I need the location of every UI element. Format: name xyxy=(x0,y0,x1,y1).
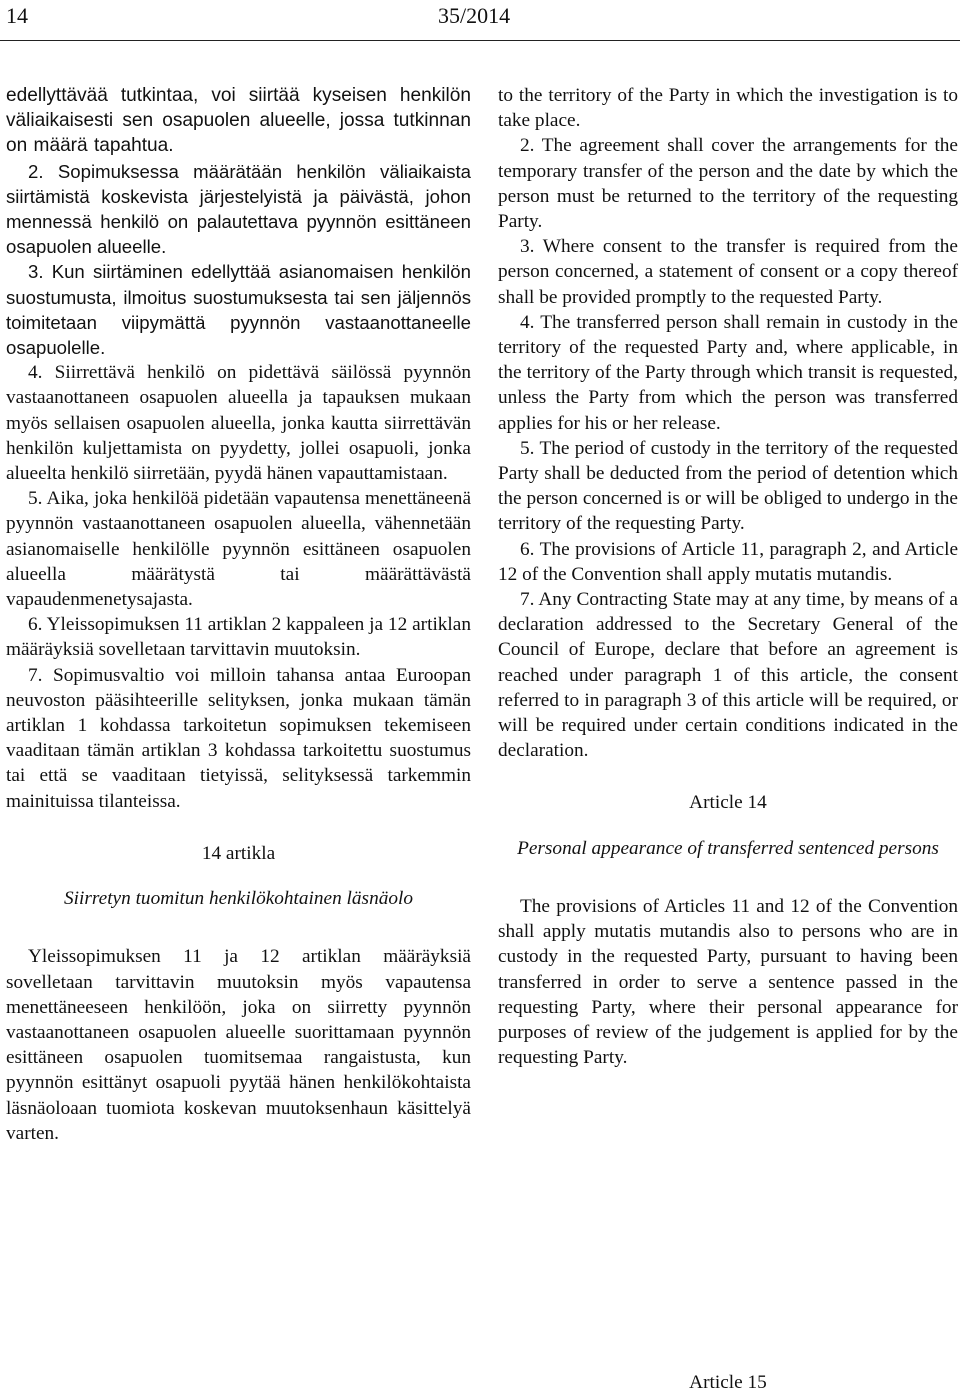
fi-article-heading: 14 artikla xyxy=(201,842,276,864)
en-paragraph-continued: to the territory of the Party in which the investigation is to take place. xyxy=(498,85,958,132)
en-article-heading: Article 14 xyxy=(689,792,767,814)
fi-paragraph-6: 6. Yleissopimuksen 11 artiklan 2 kappaleen ja 12 artiklan määräyksiä sovelletaan tarvittavin muutoksin. xyxy=(6,614,471,661)
header-rule xyxy=(0,40,960,41)
en-paragraph-4: 4. The transferred person shall remain in custody in the territory of the requested Party and, where applicable, in the territory of the Party through which transit is requested, unless the Party from which the person was transferred applies for his or her release. xyxy=(498,311,958,434)
page-number: 14 xyxy=(6,3,28,28)
en-paragraph-3: 3. Where consent to the transfer is required from the person concerned, a statement of consent or a copy thereof shall be provided promptly to the requested Party. xyxy=(498,236,958,308)
issue-number: 35/2014 xyxy=(438,3,511,28)
en-paragraph-7: 7. Any Contracting State may at any time, by means of a declaration addressed to the Secretary General of the Council of Europe, declare that before an agreement is reached under paragraph 1 of this article, the consent referred to in paragraph 3 of this article will be required, or will be required under certain conditions indicated in the declaration. xyxy=(498,589,958,762)
fi-paragraph-continued: edellyttävää tutkintaa, voi siirtää kyseisen henkilön väliaikaisesti sen osapuolen alueelle, jossa tutkinnan on määrä tapahtua. xyxy=(6,85,471,157)
en-paragraph-6: 6. The provisions of Article 11, paragraph 2, and Article 12 of the Convention shall apply mutatis mutandis. xyxy=(498,538,958,585)
fi-article-body: Yleissopimuksen 11 ja 12 artiklan määräyksiä sovelletaan tarvittavin muutoksin myös vapautensa menettäneeseen henkilöön, joka on siirretty pyynnön vastaanottaneen osapuolen alueelle suorittamaan pyynnön esittäneen osapuolen tuomitsemaa rangaistusta, kun pyynnön esittänyt osapuoli pyytää hänen henkilökohtaista läsnäoloaan tuomiota koskevan muutoksenhaun käsittelyä varten. xyxy=(6,946,471,1144)
en-article-body: The provisions of Articles 11 and 12 of the Convention shall apply mutatis mutandis also to persons who are in custody in the requested Party, pursuant to having been transferred in order to serve a sentence passed in the requesting Party, where their personal appearance for purposes of review of the judgement is applied for by the requesting Party. xyxy=(498,895,958,1069)
en-article-subtitle: Personal appearance of transferred sentenced persons xyxy=(517,837,939,859)
en-paragraph-2: 2. The agreement shall cover the arrangements for the temporary transfer of the person and the date by which the person must be returned to the territory of the requesting Party. xyxy=(498,135,958,233)
en-next-article-heading: Article 15 xyxy=(689,1372,767,1393)
finnish-column xyxy=(6,83,471,1146)
fi-paragraph-4: 4. Siirrettävä henkilö on pidettävä säilössä pyynnön vastaanottaneen osapuolen alueella ja tapauksen mukaan myös sellaisen osapuolen alueella, jonka kautta siirrettävän henkilön kuljettamista on pyydetty, jollei osapuoli, jonka alueelta henkilö siirretään, pyydä hänen vapauttamistaan. xyxy=(6,362,471,485)
en-paragraph-5: 5. The period of custody in the territory of the requested Party shall be deducted from the period of detention which the person concerned is or will be obliged to undergo in the territory of the requesting Party. xyxy=(498,437,958,535)
fi-article-subtitle: Siirretyn tuomitun henkilökohtainen läsnäolo xyxy=(64,888,413,910)
fi-paragraph-3: 3. Kun siirtäminen edellyttää asianomaisen henkilön suostumusta, ilmoitus suostumuksesta tai sen jäljennös toimitetaan viipymättä pyynnön vastaanottaneelle osapuolelle. xyxy=(6,261,471,359)
fi-paragraph-7: 7. Sopimusvaltio voi milloin tahansa antaa Euroopan neuvoston pääsihteerille selityksen, jonka mukaan tämän artiklan 1 kohdassa tarkoitetun sopimuksen tekemiseen vaaditaan tämän artiklan 3 kohdassa tarkoitettu suostumus tai että se vaaditaan tietyissä, selityksessä tarkemmin mainituissa tilanteissa. xyxy=(6,664,471,812)
fi-paragraph-5: 5. Aika, joka henkilöä pidetään vapautensa menettäneenä pyynnön vastaanottaneen osapuolen alueella, vähennetään asianomaiselle henkilölle pyynnön esittäneen osapuolen alueella määrätystä tai määrättävästä vapaudenmenetysajasta. xyxy=(6,488,471,611)
fi-paragraph-2: 2. Sopimuksessa määrätään henkilön väliaikaista siirtämistä koskevista järjestelyistä ja päivästä, johon mennessä henkilö on palautettava pyynnön esittäneen osapuolen alueelle. xyxy=(6,160,471,258)
english-column xyxy=(498,83,958,1070)
